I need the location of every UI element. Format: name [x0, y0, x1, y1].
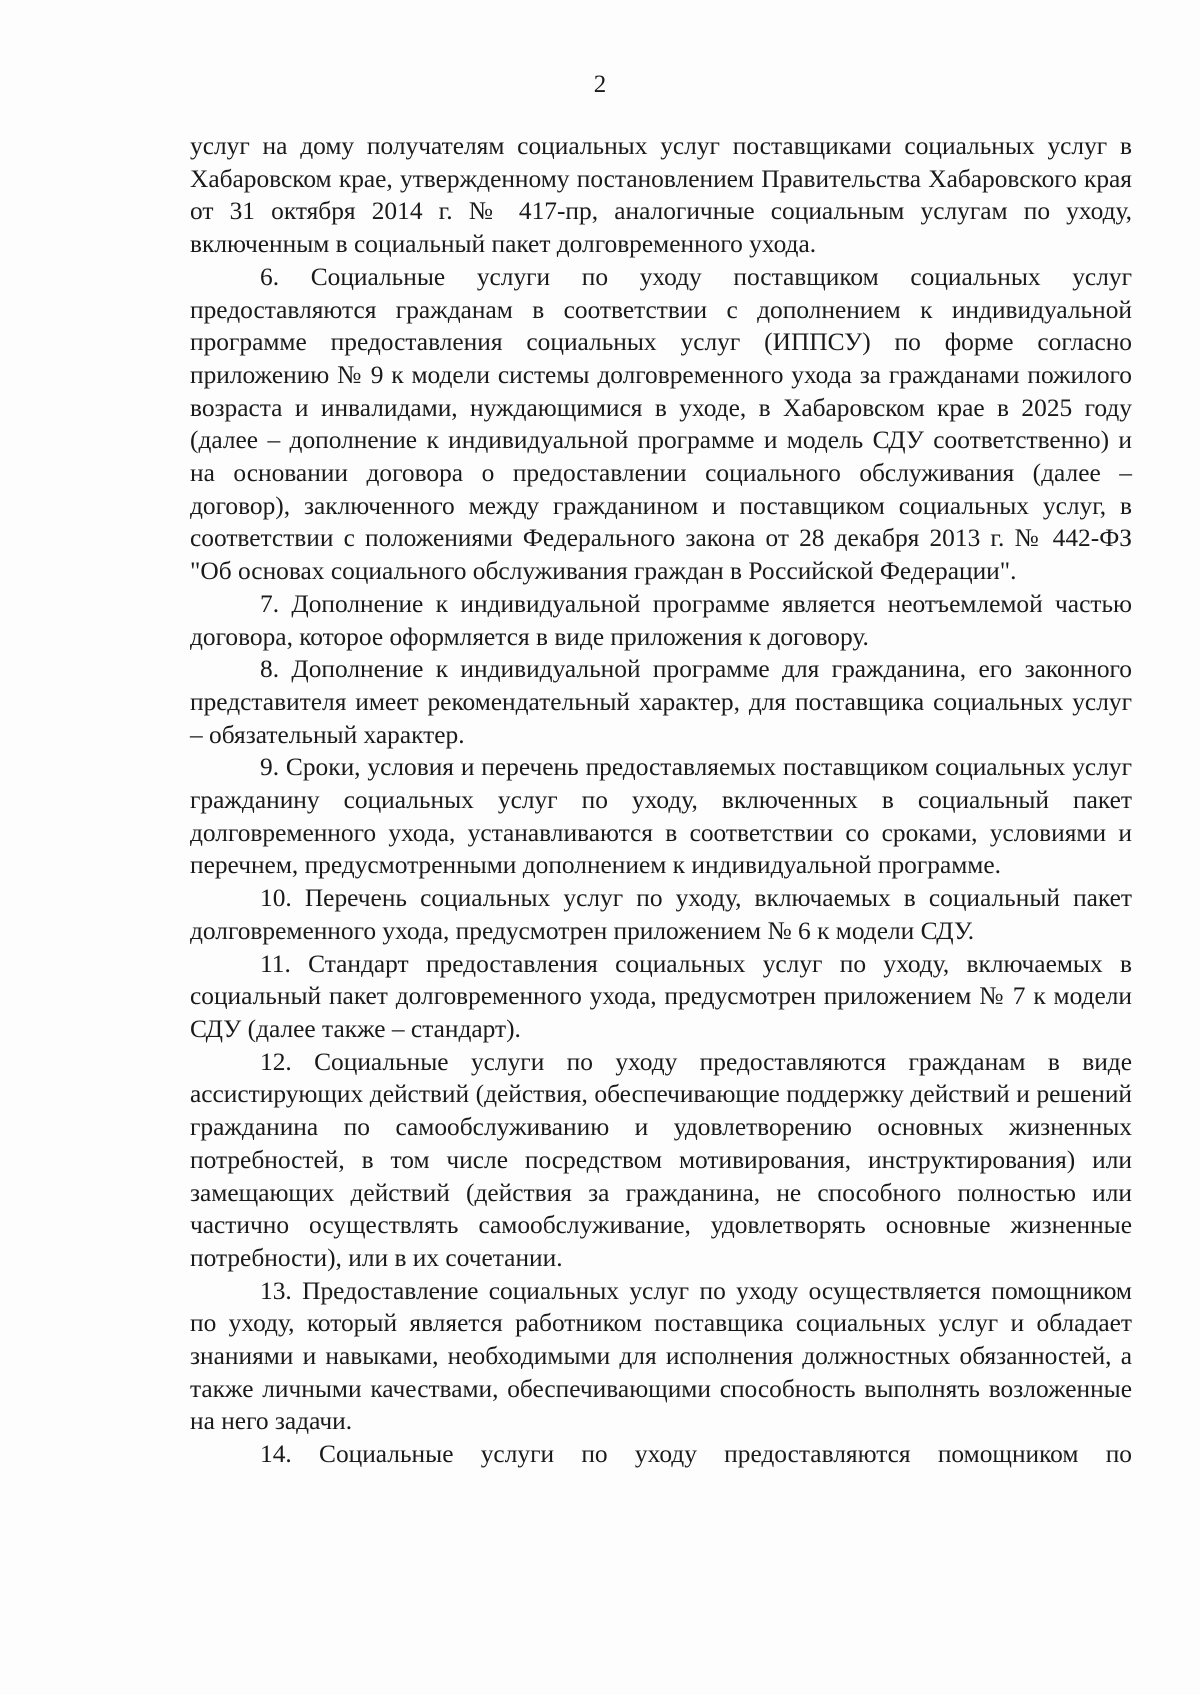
page-number: 2	[593, 71, 607, 98]
paragraph-13: 13. Предоставление социальных услуг по уходу осуществляется помощником по уходу, который является работником поставщика социальных услуг и обладает знаниями и навыками, необходимыми для исполнения должностных обязанностей, а также личными качествами, обеспечивающими способность выполнять возложенные на него задачи.	[190, 1276, 1132, 1436]
paragraph-10: 10. Перечень социальных услуг по уходу, включаемых в социальный пакет долговременного ухода, предусмотрен приложением № 6 к модели СДУ.	[190, 884, 1132, 945]
paragraph-9: 9. Сроки, условия и перечень предоставляемых поставщиком социальных услуг гражданину социальных услуг по уходу, включенных в социальный пакет долговременного ухода, устанавливаются в соответствии со сроками, условиями и перечнем, предусмотренными дополнением к индивидуальной программе.	[190, 753, 1132, 880]
paragraph-12: 12. Социальные услуги по уходу предоставляются гражданам в виде ассистирующих действий (действия, обеспечивающие поддержку действий и решений гражданина по самообслуживанию и удовлетворению основных жизненных потребностей, в том числе посредством мотивирования, инструктирования) или замещающих действий (действия за гражданина, не способного полностью или частично осуществлять самообслуживание, удовлетворять основные жизненные потребности), или в их сочетании.	[190, 1047, 1132, 1272]
paragraph-continuation: услуг на дому получателям социальных услуг поставщиками социальных услуг в Хабаровском крае, утвержденному постановлением Правительства Хабаровского края от 31 октября 2014 г. № 417-пр, аналогичные социальным услугам по уходу, включенным в социальный пакет долговременного ухода.	[190, 132, 1132, 259]
paragraph-8: 8. Дополнение к индивидуальной программе для гражданина, его законного представителя имеет рекомендательный характер, для поставщика социальных услуг – обязательный характер.	[190, 655, 1132, 749]
paragraph-14: 14. Социальные услуги по уходу предоставляются помощником по	[260, 1440, 1132, 1469]
paragraph-7: 7. Дополнение к индивидуальной программе является неотъемлемой частью договора, которое оформляется в виде приложения к договору.	[190, 589, 1132, 651]
paragraph-6: 6. Социальные услуги по уходу поставщиком социальных услуг предоставляются гражданам в соответствии с дополнением к индивидуальной программе предоставления социальных услуг (ИППСУ) по форме согласно приложению № 9 к модели системы долговременного ухода за гражданами пожилого возраста и инвалидами, нуждающимися в уходе, в Хабаровском крае в 2025 году (далее – дополнение к индивидуальной программе и модель СДУ соответственно) и на основании договора о предоставлении социального обслуживания (далее – договор), заключенного между гражданином и поставщиком социальных услуг, в соответствии с положениями Федерального закона от 28 декабря 2013 г. № 442-ФЗ "Об основах социального обслуживания граждан в Российской Федерации".	[190, 262, 1132, 586]
paragraph-11: 11. Стандарт предоставления социальных услуг по уходу, включаемых в социальный пакет долговременного ухода, предусмотрен приложением № 7 к модели СДУ (далее также – стандарт).	[190, 949, 1132, 1043]
document-body	[190, 130, 1132, 1471]
